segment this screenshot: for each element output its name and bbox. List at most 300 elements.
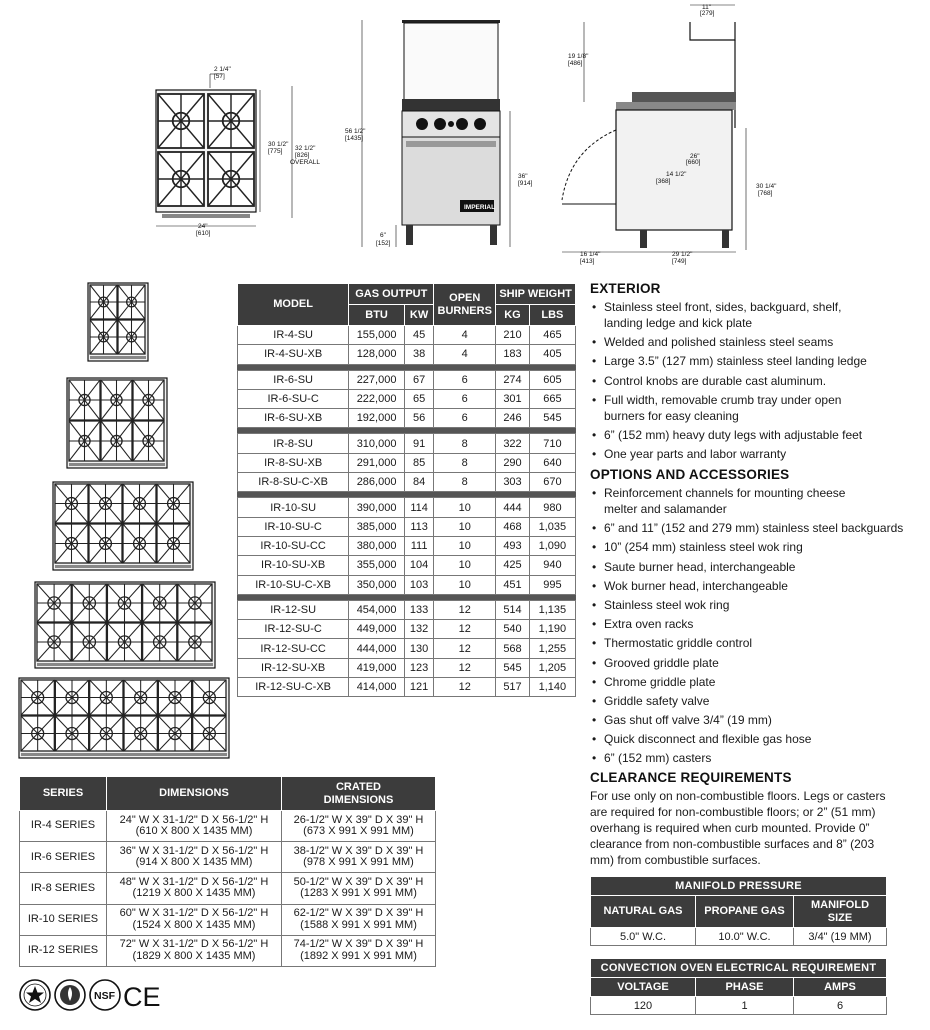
dim-label: [413]	[580, 258, 595, 265]
voltage-value: 120	[591, 997, 696, 1015]
model-row	[238, 409, 576, 428]
model-cell-kw: 67	[404, 370, 433, 389]
model-cell-btu: 419,000	[349, 658, 405, 677]
model-row	[238, 639, 576, 658]
model-table	[237, 283, 576, 697]
clearance-line: clearance from non-combustible surfaces and 8” (203	[590, 837, 875, 851]
brand-plate: IMPERIAL	[464, 204, 496, 211]
list-item: • Welded and polished stainless steel seams	[590, 334, 926, 350]
model-cell-kg: 301	[496, 389, 530, 408]
model-cell-burners: 8	[434, 434, 496, 453]
header-phase: PHASE	[696, 978, 794, 997]
header-open-burners: OPEN BURNERS	[434, 284, 496, 326]
list-item: • Quick disconnect and flexible gas hose	[590, 731, 926, 747]
model-cell-lbs: 1,205	[529, 658, 575, 677]
model-cell-btu: 192,000	[349, 409, 405, 428]
model-cell-burners: 12	[434, 620, 496, 639]
series-crated-dimensions: 26-1/2" W X 39" D X 39" H (673 X 991 X 991 MM)	[282, 811, 436, 842]
burner-grate	[90, 680, 123, 715]
list-item: • Griddle safety valve	[590, 693, 926, 709]
burner-grate	[89, 524, 122, 563]
phase-value: 1	[696, 997, 794, 1015]
header-voltage: VOLTAGE	[591, 978, 696, 997]
model-cell-kg: 274	[496, 370, 530, 389]
nsf-icon	[90, 980, 120, 1010]
list-item: • 6” (152 mm) casters	[590, 750, 926, 766]
model-cell-burners: 12	[434, 600, 496, 619]
model-cell-kw: 104	[404, 556, 433, 575]
model-row	[238, 556, 576, 575]
model-cell-model: IR-6-SU-C	[238, 389, 349, 408]
model-cell-kw: 65	[404, 389, 433, 408]
dim-label: [749]	[672, 258, 687, 265]
model-cell-lbs: 665	[529, 389, 575, 408]
model-cell-btu: 414,000	[349, 678, 405, 697]
list-item: • Chrome griddle plate	[590, 674, 926, 690]
exterior-heading: EXTERIOR	[590, 281, 661, 296]
model-row	[238, 498, 576, 517]
header-kg: KG	[496, 305, 530, 326]
list-item: • Saute burner head, interchangeable	[590, 559, 926, 575]
model-cell-btu: 449,000	[349, 620, 405, 639]
header-lbs: LBS	[529, 305, 575, 326]
model-cell-burners: 10	[434, 517, 496, 536]
model-cell-model: IR-10-SU-XB	[238, 556, 349, 575]
series-row	[20, 873, 436, 904]
options-section	[590, 467, 926, 770]
model-cell-lbs: 640	[529, 453, 575, 472]
burner-grate	[178, 623, 212, 661]
gas-certification-icon	[55, 980, 85, 1010]
list-item: • 6” (152 mm) heavy duty legs with adjustable feet	[590, 427, 926, 443]
range-top-8-burner	[53, 482, 193, 570]
model-row	[238, 575, 576, 594]
list-item: • Stainless steel wok ring	[590, 597, 926, 613]
model-cell-lbs: 465	[529, 326, 575, 345]
burner-grate	[55, 484, 88, 523]
model-row	[238, 389, 576, 408]
header-manifold-size: MANIFOLD SIZE	[794, 896, 887, 928]
model-row	[238, 620, 576, 639]
model-cell-kw: 103	[404, 575, 433, 594]
header-natural-gas: NATURAL GAS	[591, 896, 696, 928]
model-cell-btu: 355,000	[349, 556, 405, 575]
list-item: • Gas shut off valve 3/4” (19 mm)	[590, 712, 926, 728]
series-name: IR-10 SERIES	[20, 904, 107, 935]
star-seal-icon	[20, 980, 50, 1010]
dim-label: 16 1/4"	[580, 251, 601, 258]
series-dimensions: 24" W X 31-1/2" D X 56-1/2" H (610 X 800 X 1435 MM)	[107, 811, 282, 842]
model-row	[238, 536, 576, 555]
list-item: • Thermostatic griddle control	[590, 635, 926, 651]
burner-grate	[158, 94, 204, 148]
model-cell-model: IR-8-SU	[238, 434, 349, 453]
model-cell-btu: 444,000	[349, 639, 405, 658]
manifold-size-value: 3/4" (19 MM)	[794, 928, 887, 946]
burner-grate	[90, 716, 123, 751]
burner-grate	[157, 524, 190, 563]
header-crated-dimensions: CRATED DIMENSIONS	[282, 777, 436, 811]
model-cell-lbs: 605	[529, 370, 575, 389]
model-cell-kg: 540	[496, 620, 530, 639]
side-view-drawing	[550, 0, 790, 268]
burner-grate	[158, 716, 191, 751]
model-cell-model: IR-10-SU	[238, 498, 349, 517]
model-row	[238, 453, 576, 472]
model-cell-model: IR-6-SU	[238, 370, 349, 389]
model-cell-lbs: 995	[529, 575, 575, 594]
clearance-line: For use only on non-combustible floors. Legs or casters	[590, 789, 886, 803]
model-cell-btu: 128,000	[349, 345, 405, 364]
svg-text:NSF: NSF	[94, 990, 115, 1002]
dim-label: [486]	[568, 60, 583, 67]
list-item: • Full width, removable crumb tray under open burners for easy cleaning	[590, 392, 926, 424]
model-cell-burners: 6	[434, 409, 496, 428]
burner-grate	[21, 716, 54, 751]
burner-grate	[101, 421, 132, 461]
dim-label: [826]	[295, 152, 310, 159]
model-cell-model: IR-10-SU-CC	[238, 536, 349, 555]
model-cell-kg: 210	[496, 326, 530, 345]
model-cell-kw: 133	[404, 600, 433, 619]
list-item: • One year parts and labor warranty	[590, 446, 926, 462]
model-cell-kg: 246	[496, 409, 530, 428]
header-model: MODEL	[238, 284, 349, 326]
svg-text:CE: CE	[123, 982, 161, 1012]
model-cell-kg: 517	[496, 678, 530, 697]
exterior-section	[590, 281, 926, 465]
model-row	[238, 600, 576, 619]
list-item: • Wok burner head, interchangeable	[590, 578, 926, 594]
list-item: • Extra oven racks	[590, 616, 926, 632]
model-cell-btu: 222,000	[349, 389, 405, 408]
series-row	[20, 842, 436, 873]
manifold-title: MANIFOLD PRESSURE	[591, 877, 887, 896]
range-top-10-burner	[35, 582, 215, 668]
burner-grate	[133, 380, 164, 420]
model-cell-lbs: 940	[529, 556, 575, 575]
amps-value: 6	[794, 997, 887, 1015]
model-cell-btu: 286,000	[349, 473, 405, 492]
model-cell-lbs: 710	[529, 434, 575, 453]
clearance-line: overhang is required when curb mounted. Provide 0”	[590, 821, 870, 835]
dim-label: 14 1/2"	[666, 171, 687, 178]
burner-grate	[124, 716, 157, 751]
burner-grate	[208, 152, 254, 206]
model-cell-btu: 291,000	[349, 453, 405, 472]
exterior-list	[590, 299, 926, 462]
dim-label: 11"	[702, 4, 712, 11]
model-cell-lbs: 1,035	[529, 517, 575, 536]
dim-label: 36"	[518, 173, 528, 180]
front-view-drawing	[340, 15, 540, 255]
model-cell-btu: 390,000	[349, 498, 405, 517]
model-cell-kw: 123	[404, 658, 433, 677]
model-cell-model: IR-10-SU-C	[238, 517, 349, 536]
model-cell-kg: 514	[496, 600, 530, 619]
model-row	[238, 326, 576, 345]
series-dimensions: 36" W X 31-1/2" D X 56-1/2" H (914 X 800 X 1435 MM)	[107, 842, 282, 873]
series-dimensions: 48" W X 31-1/2" D X 56-1/2" H (1219 X 800 X 1435 MM)	[107, 873, 282, 904]
dim-label: [775]	[268, 148, 283, 155]
burner-grate	[123, 524, 156, 563]
series-crated-dimensions: 38-1/2" W X 39" D X 39" H (978 X 991 X 991 MM)	[282, 842, 436, 873]
model-cell-btu: 227,000	[349, 370, 405, 389]
dim-label: 30 1/4"	[756, 183, 777, 190]
model-cell-model: IR-4-SU-XB	[238, 345, 349, 364]
options-heading: OPTIONS AND ACCESSORIES	[590, 467, 790, 482]
clearance-section	[590, 770, 926, 868]
series-dimensions: 60" W X 31-1/2" D X 56-1/2" H (1524 X 800 X 1435 MM)	[107, 904, 282, 935]
dim-label: [610]	[196, 230, 211, 237]
model-cell-btu: 454,000	[349, 600, 405, 619]
burner-grate	[90, 320, 117, 354]
burner-grate	[118, 285, 145, 319]
propane-gas-value: 10.0" W.C.	[696, 928, 794, 946]
list-item: • Reinforcement channels for mounting cheese melter and salamander	[590, 485, 926, 517]
model-row	[238, 658, 576, 677]
model-cell-lbs: 1,090	[529, 536, 575, 555]
burner-grate	[118, 320, 145, 354]
model-cell-lbs: 1,255	[529, 639, 575, 658]
model-cell-kw: 45	[404, 326, 433, 345]
list-item: • Large 3.5” (127 mm) stainless steel landing ledge	[590, 353, 926, 369]
dim-label: [914]	[518, 180, 533, 187]
model-cell-kg: 183	[496, 345, 530, 364]
model-cell-kg: 451	[496, 575, 530, 594]
dim-label: 30 1/2"	[268, 141, 289, 148]
dim-label: [368]	[656, 178, 671, 185]
model-cell-burners: 10	[434, 536, 496, 555]
burner-grate	[193, 680, 226, 715]
model-cell-kw: 84	[404, 473, 433, 492]
certification-logos	[18, 977, 168, 1013]
model-cell-model: IR-8-SU-C-XB	[238, 473, 349, 492]
burner-grate	[158, 152, 204, 206]
model-cell-burners: 10	[434, 575, 496, 594]
model-cell-kw: 91	[404, 434, 433, 453]
dim-label: OVERALL	[290, 159, 320, 166]
series-row	[20, 935, 436, 966]
dim-label: 29 1/2"	[672, 251, 693, 258]
list-item: • Stainless steel front, sides, backguard, shelf, landing ledge and kick plate	[590, 299, 926, 331]
model-cell-kw: 114	[404, 498, 433, 517]
range-top-12-burner	[19, 678, 229, 758]
model-cell-kw: 113	[404, 517, 433, 536]
model-cell-kw: 121	[404, 678, 433, 697]
model-cell-kw: 56	[404, 409, 433, 428]
model-cell-kg: 545	[496, 658, 530, 677]
natural-gas-value: 5.0" W.C.	[591, 928, 696, 946]
range-top-6-burner	[67, 378, 167, 468]
burner-grate	[69, 380, 100, 420]
range-top-4-burner	[88, 283, 148, 361]
dim-label: [152]	[376, 240, 391, 247]
model-cell-btu: 350,000	[349, 575, 405, 594]
model-cell-btu: 385,000	[349, 517, 405, 536]
burner-grate	[37, 584, 71, 622]
electrical-requirement-table	[590, 958, 887, 1015]
burner-grate	[143, 584, 177, 622]
electrical-title: CONVECTION OVEN ELECTRICAL REQUIREMENT	[591, 959, 887, 978]
series-dimensions-table	[19, 776, 436, 967]
options-list	[590, 485, 926, 766]
model-cell-lbs: 670	[529, 473, 575, 492]
burner-grate	[158, 680, 191, 715]
series-name: IR-12 SERIES	[20, 935, 107, 966]
model-cell-lbs: 545	[529, 409, 575, 428]
clearance-line: are required for non-combustible floors; or 2” (51 mm)	[590, 805, 876, 819]
series-crated-dimensions: 62-1/2" W X 39" D X 39" H (1588 X 991 X 991 MM)	[282, 904, 436, 935]
model-cell-burners: 8	[434, 473, 496, 492]
burner-grate	[89, 484, 122, 523]
burner-grate	[208, 94, 254, 148]
ce-mark-icon	[123, 982, 161, 1012]
burner-grate	[107, 623, 141, 661]
model-cell-lbs: 1,190	[529, 620, 575, 639]
model-row	[238, 473, 576, 492]
model-cell-burners: 12	[434, 639, 496, 658]
header-series: SERIES	[20, 777, 107, 811]
dim-label: 6"	[380, 232, 386, 239]
model-cell-model: IR-4-SU	[238, 326, 349, 345]
model-cell-lbs: 980	[529, 498, 575, 517]
model-cell-burners: 4	[434, 345, 496, 364]
dim-label: [279]	[700, 10, 715, 17]
model-cell-burners: 8	[434, 453, 496, 472]
header-ship-weight: SHIP WEIGHT	[496, 284, 576, 305]
top-view-drawing	[150, 60, 320, 242]
model-cell-burners: 4	[434, 326, 496, 345]
dim-label: 32 1/2"	[295, 145, 316, 152]
model-cell-model: IR-6-SU-XB	[238, 409, 349, 428]
model-cell-model: IR-12-SU-XB	[238, 658, 349, 677]
dim-label: 2 1/4"	[214, 66, 231, 73]
model-cell-lbs: 405	[529, 345, 575, 364]
model-cell-burners: 12	[434, 658, 496, 677]
model-cell-kg: 493	[496, 536, 530, 555]
model-cell-model: IR-8-SU-XB	[238, 453, 349, 472]
list-item: • Grooved griddle plate	[590, 655, 926, 671]
dim-label: 26"	[690, 153, 700, 160]
model-cell-lbs: 1,140	[529, 678, 575, 697]
model-cell-burners: 10	[434, 498, 496, 517]
dim-label: [768]	[758, 190, 773, 197]
burner-grate	[143, 623, 177, 661]
series-crated-dimensions: 74-1/2" W X 39" D X 39" H (1892 X 991 X 991 MM)	[282, 935, 436, 966]
model-cell-kw: 38	[404, 345, 433, 364]
dim-label: 56 1/2"	[345, 128, 366, 135]
burner-grate	[55, 716, 88, 751]
series-name: IR-6 SERIES	[20, 842, 107, 873]
clearance-heading: CLEARANCE REQUIREMENTS	[590, 770, 792, 785]
model-cell-btu: 380,000	[349, 536, 405, 555]
burner-grate	[37, 623, 71, 661]
model-row	[238, 517, 576, 536]
model-cell-kg: 322	[496, 434, 530, 453]
model-cell-kw: 130	[404, 639, 433, 658]
burner-grate	[124, 680, 157, 715]
dim-label: [57]	[214, 73, 225, 80]
header-btu: BTU	[349, 305, 405, 326]
burner-grate	[178, 584, 212, 622]
model-cell-kg: 568	[496, 639, 530, 658]
model-row	[238, 434, 576, 453]
model-cell-btu: 310,000	[349, 434, 405, 453]
header-amps: AMPS	[794, 978, 887, 997]
burner-grate	[101, 380, 132, 420]
burner-grate	[72, 623, 106, 661]
model-row	[238, 370, 576, 389]
burner-grate	[55, 524, 88, 563]
model-cell-model: IR-10-SU-C-XB	[238, 575, 349, 594]
burner-grate	[107, 584, 141, 622]
header-propane-gas: PROPANE GAS	[696, 896, 794, 928]
model-cell-burners: 12	[434, 678, 496, 697]
list-item: • 6” and 11” (152 and 279 mm) stainless steel backguards	[590, 520, 926, 536]
manifold-pressure-table	[590, 876, 887, 946]
dim-label: 24"	[198, 223, 208, 230]
model-row	[238, 345, 576, 364]
model-cell-model: IR-12-SU-C	[238, 620, 349, 639]
dim-label: [660]	[686, 159, 701, 166]
burner-grate	[55, 680, 88, 715]
model-cell-model: IR-12-SU	[238, 600, 349, 619]
series-name: IR-4 SERIES	[20, 811, 107, 842]
model-cell-model: IR-12-SU-C-XB	[238, 678, 349, 697]
model-cell-btu: 155,000	[349, 326, 405, 345]
model-cell-burners: 6	[434, 370, 496, 389]
model-cell-kw: 111	[404, 536, 433, 555]
list-item: • 10” (254 mm) stainless steel wok ring	[590, 539, 926, 555]
model-cell-kg: 303	[496, 473, 530, 492]
model-cell-kg: 290	[496, 453, 530, 472]
model-cell-kg: 425	[496, 556, 530, 575]
model-cell-kw: 132	[404, 620, 433, 639]
series-dimensions: 72" W X 31-1/2" D X 56-1/2" H (1829 X 800 X 1435 MM)	[107, 935, 282, 966]
list-item: • Control knobs are durable cast aluminum.	[590, 373, 926, 389]
burner-grate	[123, 484, 156, 523]
dim-label: 19 1/8"	[568, 53, 589, 60]
header-gas-output: GAS OUTPUT	[349, 284, 434, 305]
model-cell-model: IR-12-SU-CC	[238, 639, 349, 658]
series-crated-dimensions: 50-1/2" W X 39" D X 39" H (1283 X 991 X 991 MM)	[282, 873, 436, 904]
burner-grate	[133, 421, 164, 461]
range-top-views	[15, 280, 235, 760]
model-cell-lbs: 1,135	[529, 600, 575, 619]
series-row	[20, 904, 436, 935]
series-name: IR-8 SERIES	[20, 873, 107, 904]
burner-grate	[69, 421, 100, 461]
series-row	[20, 811, 436, 842]
model-cell-burners: 6	[434, 389, 496, 408]
dim-label: [1435]	[345, 135, 364, 142]
header-dimensions: DIMENSIONS	[107, 777, 282, 811]
model-cell-kg: 468	[496, 517, 530, 536]
burner-grate	[72, 584, 106, 622]
burner-grate	[90, 285, 117, 319]
clearance-line: mm) from combustible surfaces.	[590, 853, 761, 867]
model-row	[238, 678, 576, 697]
clearance-text	[590, 788, 926, 868]
model-cell-burners: 10	[434, 556, 496, 575]
burner-grate	[21, 680, 54, 715]
header-kw: KW	[404, 305, 433, 326]
model-cell-kg: 444	[496, 498, 530, 517]
burner-grate	[193, 716, 226, 751]
model-cell-kw: 85	[404, 453, 433, 472]
burner-grate	[157, 484, 190, 523]
